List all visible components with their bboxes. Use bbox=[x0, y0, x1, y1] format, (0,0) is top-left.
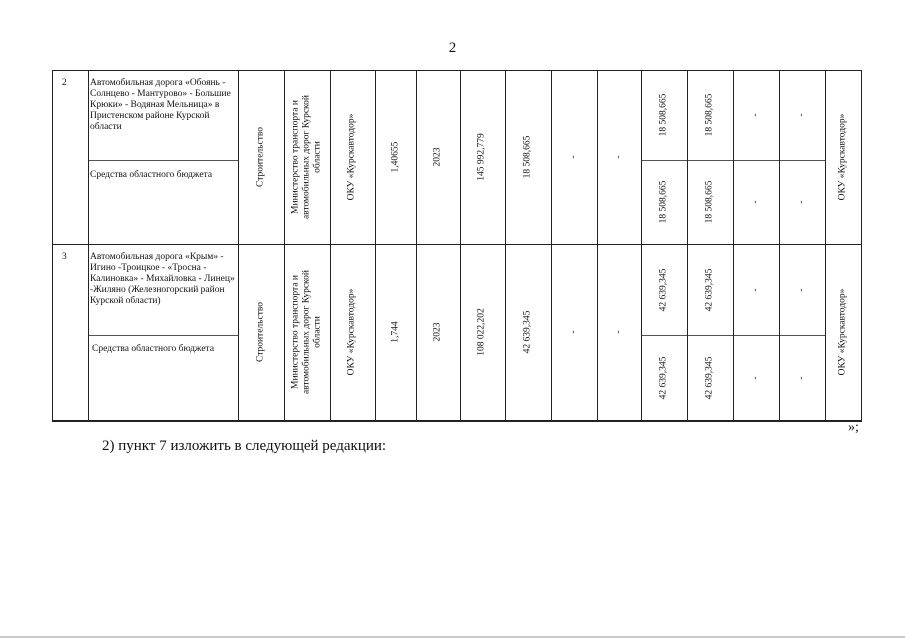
row-number: 3 bbox=[62, 252, 67, 262]
col-border bbox=[416, 70, 417, 420]
dash-value: - bbox=[796, 113, 807, 117]
year-value: 2023 bbox=[432, 322, 443, 342]
amount-value: 42 639,345 bbox=[704, 268, 715, 312]
dash-value: - bbox=[568, 330, 579, 334]
work-type: Строительство bbox=[255, 301, 266, 363]
operator: ОКУ «Курскавтодор» bbox=[837, 113, 848, 201]
col-border bbox=[825, 70, 826, 420]
col-border bbox=[551, 70, 552, 420]
col-border bbox=[733, 70, 734, 420]
amount-value: 18 508,665 bbox=[658, 93, 669, 137]
amount-value: 42 639,345 bbox=[658, 356, 669, 400]
cost-value: 108 022,202 bbox=[476, 308, 487, 356]
col-border bbox=[597, 70, 598, 420]
dash-value: - bbox=[796, 200, 807, 204]
col-border bbox=[52, 70, 53, 420]
dash-value: - bbox=[750, 288, 761, 292]
scan-edge bbox=[0, 636, 905, 638]
page-number: 2 bbox=[448, 40, 457, 56]
col-border bbox=[375, 70, 376, 420]
ministry: Министерство транспорта и автомобильных дорог Курской области bbox=[290, 269, 323, 395]
col-border bbox=[330, 70, 331, 420]
col-border bbox=[641, 70, 642, 420]
customer: ОКУ «Курскавтодор» bbox=[346, 288, 357, 376]
amount-value: 18 508,665 bbox=[704, 93, 715, 137]
amount-value: 18 508,665 bbox=[704, 180, 715, 224]
col-border bbox=[687, 70, 688, 420]
table-border-bottom bbox=[52, 420, 862, 422]
row-number: 2 bbox=[62, 78, 67, 88]
clause-text: 2) пункт 7 изложить в следующей редакции: bbox=[102, 438, 387, 454]
year-value: 2023 bbox=[432, 147, 443, 167]
work-type: Строительство bbox=[255, 126, 266, 188]
dash-value: - bbox=[796, 288, 807, 292]
projects-table bbox=[52, 70, 862, 420]
dash-value: - bbox=[750, 113, 761, 117]
dash-value: - bbox=[750, 200, 761, 204]
length-value: 1,40655 bbox=[390, 141, 401, 173]
operator: ОКУ «Курскавтодор» bbox=[837, 288, 848, 376]
amount-value: 18 508,665 bbox=[658, 180, 669, 224]
dash-value: - bbox=[568, 155, 579, 159]
col-border bbox=[238, 70, 239, 420]
subrow-divider bbox=[88, 335, 238, 336]
col-border bbox=[460, 70, 461, 420]
col-border bbox=[88, 70, 89, 420]
subrow-divider bbox=[88, 160, 238, 161]
project-name: Автомобильная дорога «Крым» - Игино -Троицкое - «Тросна - Калиновка» - Михайловка - Линец» -Жиляно (Железногорский район Курской области) bbox=[90, 252, 235, 306]
table-border-top bbox=[52, 70, 862, 71]
ministry: Министерство транспорта и автомобильных дорог Курской области bbox=[290, 94, 323, 220]
dash-value: - bbox=[613, 155, 624, 159]
length-value: 1,744 bbox=[390, 321, 401, 343]
col-border bbox=[284, 70, 285, 420]
dash-value: - bbox=[750, 376, 761, 380]
col-border bbox=[861, 70, 862, 420]
amount-value: 42 639,345 bbox=[704, 356, 715, 400]
amount-value: 42 639,345 bbox=[658, 268, 669, 312]
dash-value: - bbox=[613, 330, 624, 334]
cost-value: 145 992,779 bbox=[476, 133, 487, 181]
amount-value: 18 508,665 bbox=[522, 135, 533, 179]
customer: ОКУ «Курскавтодор» bbox=[346, 113, 357, 201]
closing-quote-mark: »; bbox=[848, 420, 859, 435]
funding-source: Средства областного бюджета bbox=[90, 170, 213, 180]
funding-source: Средства областного бюджета bbox=[92, 344, 215, 354]
amount-value: 42 639,345 bbox=[522, 310, 533, 354]
row-divider bbox=[52, 244, 862, 245]
col-border bbox=[505, 70, 506, 420]
project-name: Автомобильная дорога «Обоянь - Солнцево - Мантурово» - Большие Крюки» - Водяная Мельница» в Пристенском районе Курской области bbox=[90, 78, 231, 132]
col-border bbox=[779, 70, 780, 420]
dash-value: - bbox=[796, 376, 807, 380]
